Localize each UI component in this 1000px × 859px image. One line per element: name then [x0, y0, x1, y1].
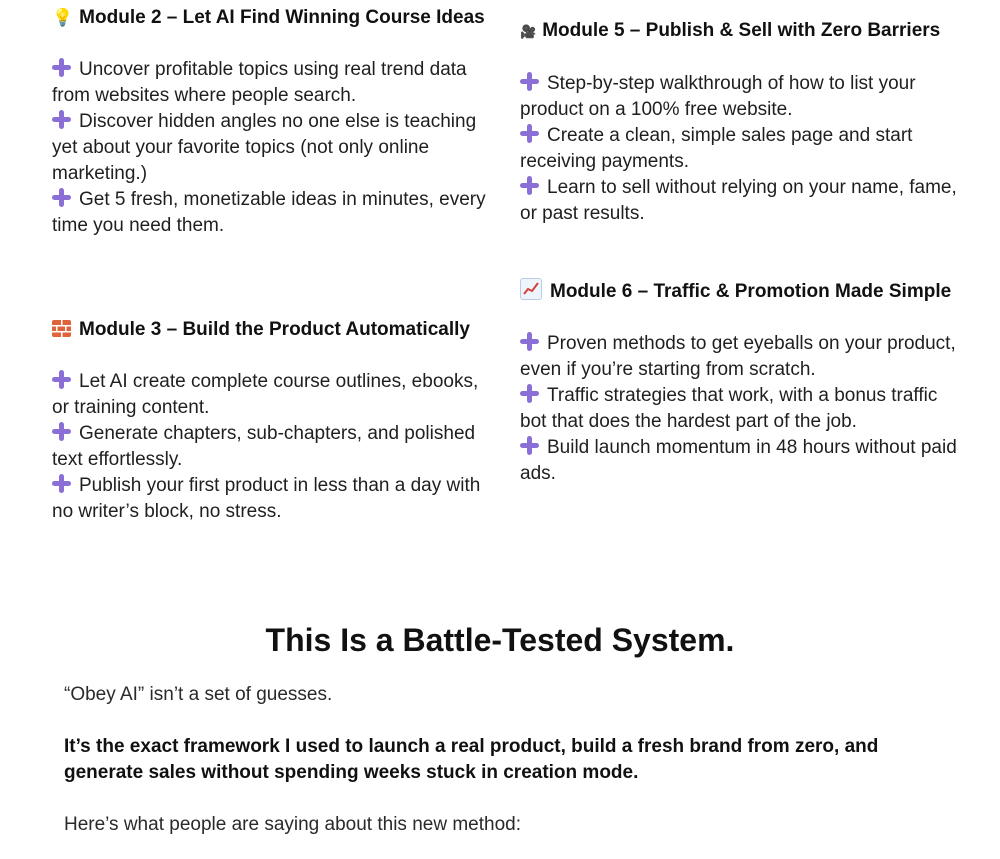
- brick-icon: [52, 320, 71, 337]
- plus-icon: [520, 72, 539, 91]
- plus-icon: [52, 474, 71, 493]
- module-5-title: Module 5 – Publish & Sell with Zero Barriers: [542, 20, 941, 41]
- module-3: [52, 317, 492, 525]
- module-6-title: Module 6 – Traffic & Promotion Made Simple: [550, 281, 952, 302]
- plus-icon: [520, 332, 539, 351]
- module-2-heading: [52, 5, 492, 31]
- list-item: Step-by-step walkthrough of how to list your product on a 100% free website.: [520, 73, 916, 120]
- plus-icon: [52, 188, 71, 207]
- plus-icon: [52, 58, 71, 77]
- plus-icon: [520, 124, 539, 143]
- plus-icon: [52, 110, 71, 129]
- module-2-title: Module 2 – Let AI Find Winning Course Ideas: [79, 7, 485, 28]
- plus-icon: [520, 436, 539, 455]
- plus-icon: [520, 176, 539, 195]
- module-5-list: [520, 71, 965, 227]
- movie-camera-icon: 🎥: [520, 24, 537, 39]
- list-item: Build launch momentum in 48 hours without paid ads.: [520, 437, 957, 484]
- list-item: Learn to sell without relying on your name, fame, or past results.: [520, 177, 957, 224]
- list-item: Let AI create complete course outlines, ebooks, or training content.: [52, 371, 479, 418]
- plus-icon: [520, 384, 539, 403]
- list-item: Generate chapters, sub-chapters, and polished text effortlessly.: [52, 423, 476, 470]
- module-2-list: [52, 57, 492, 239]
- module-5-heading: [520, 18, 965, 45]
- list-item: Create a clean, simple sales page and start receiving payments.: [520, 125, 913, 172]
- chart-increasing-icon: [520, 278, 542, 300]
- list-item: Uncover profitable topics using real trend data from websites where people search.: [52, 59, 467, 106]
- list-item: Publish your first product in less than a day with no writer’s block, no stress.: [52, 475, 481, 522]
- list-item: Traffic strategies that work, with a bonus traffic bot that does the hardest part of the job.: [520, 385, 938, 432]
- list-item: Discover hidden angles no one else is teaching yet about your favorite topics (not only online marketing.): [52, 111, 477, 184]
- plus-icon: [52, 370, 71, 389]
- module-6-list: [520, 331, 965, 487]
- lightbulb-icon: 💡: [52, 8, 74, 27]
- module-3-title: Module 3 – Build the Product Automatically: [79, 319, 470, 340]
- module-6-heading: [520, 278, 965, 305]
- section-headline: This Is a Battle-Tested System.: [265, 622, 735, 658]
- module-2: [52, 5, 492, 239]
- framework-paragraph: It’s the exact framework I used to launch a real product, build a fresh brand from zero, and generate sales without spending weeks stuck in creation mode.: [64, 736, 879, 783]
- module-6: [520, 278, 965, 487]
- plus-icon: [52, 422, 71, 441]
- list-item: Proven methods to get eyeballs on your product, even if you’re starting from scratch.: [520, 333, 956, 380]
- module-3-list: [52, 369, 492, 525]
- module-5: [520, 18, 965, 227]
- list-item: Get 5 fresh, monetizable ideas in minutes, every time you need them.: [52, 189, 486, 236]
- testimonials-intro: Here’s what people are saying about this new method:: [64, 814, 521, 835]
- intro-paragraph: “Obey AI” isn’t a set of guesses.: [64, 684, 333, 705]
- module-3-heading: [52, 317, 492, 343]
